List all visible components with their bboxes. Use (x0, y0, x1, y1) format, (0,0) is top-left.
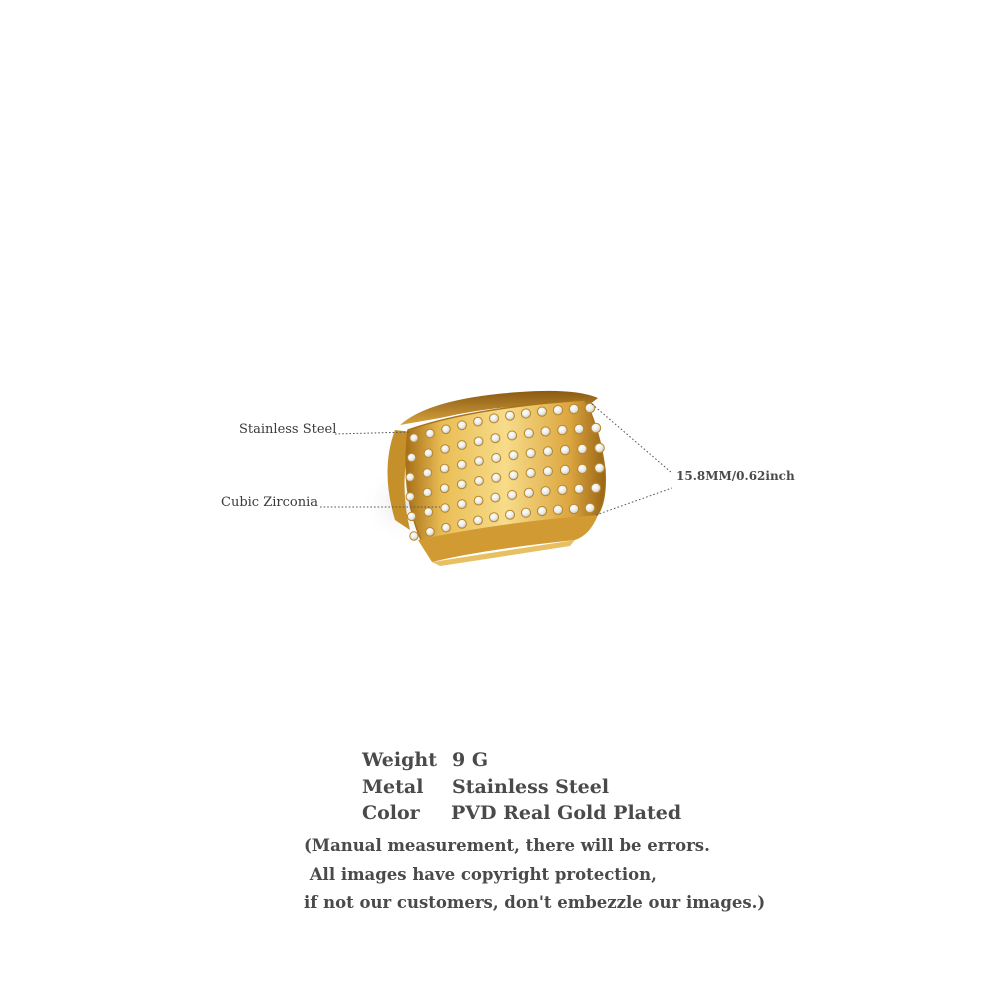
cz-stone (423, 469, 432, 478)
cz-stone (441, 445, 450, 454)
cz-stone (560, 465, 569, 474)
cz-stone (490, 414, 499, 423)
cz-stone (458, 421, 467, 430)
cz-stone (492, 454, 501, 463)
cz-stone (458, 519, 467, 528)
cz-stone (426, 528, 435, 537)
cz-stone (440, 484, 449, 493)
spec-key: Color (362, 802, 420, 825)
cz-stone (424, 449, 433, 458)
cz-stone (591, 423, 601, 433)
cz-stone (474, 516, 483, 525)
cz-stone (509, 471, 518, 480)
cz-stone (524, 488, 533, 497)
cz-stone (441, 504, 450, 513)
callout-stainless-steel: Stainless Steel (239, 422, 337, 437)
cz-stone (560, 445, 569, 454)
cz-stone (543, 467, 552, 476)
note-line: All images have copyright protection, (304, 864, 657, 884)
disclaimer-notes (304, 832, 765, 918)
cz-stone (491, 434, 500, 443)
cz-stone (526, 449, 535, 458)
cz-stone (526, 468, 535, 477)
cz-stone (591, 483, 601, 493)
cz-stone (474, 496, 483, 505)
cz-stone (569, 404, 578, 413)
cz-stone (475, 477, 484, 486)
spec-row-color (362, 800, 681, 827)
spec-value: PVD Real Gold Plated (451, 802, 682, 825)
cz-stone (474, 437, 483, 446)
cz-stone (553, 406, 562, 415)
cz-stone (574, 424, 583, 433)
cz-stone (569, 504, 578, 513)
cz-stone (508, 431, 517, 440)
cz-stone (541, 427, 550, 436)
cz-stone (595, 463, 605, 473)
note-line: (Manual measurement, there will be errors. (304, 836, 710, 855)
cz-stone (407, 453, 415, 461)
cz-stone (574, 484, 583, 493)
cz-stone (474, 417, 483, 426)
cz-stone (506, 411, 515, 420)
cz-stone (521, 508, 530, 517)
spec-key: Weight (362, 749, 437, 772)
dim-line-bottom (596, 488, 672, 515)
cz-stone (553, 505, 562, 514)
cz-stone (490, 513, 499, 522)
note-line: if not our customers, don't embezzle our images.) (304, 893, 766, 912)
cz-stone (410, 434, 418, 442)
spec-table (362, 747, 681, 827)
callout-cubic-zirconia: Cubic Zirconia (221, 495, 319, 510)
cz-stone (424, 508, 433, 517)
cz-stone (475, 457, 484, 466)
spec-key: Metal (362, 775, 424, 798)
callout-width-dimension: 15.8MM/0.62inch (676, 469, 795, 483)
cz-stone (410, 532, 418, 540)
cz-stone (407, 512, 415, 520)
cz-stone (558, 425, 567, 434)
cz-stone (458, 441, 467, 450)
cz-stone (406, 473, 414, 481)
spec-row-metal (362, 774, 681, 801)
cz-stone (458, 500, 467, 509)
cz-stone (506, 510, 515, 519)
cz-stone (595, 443, 605, 453)
cz-stone (541, 487, 550, 496)
cz-stone (492, 473, 501, 482)
cz-stone (457, 460, 466, 469)
cz-stone (406, 493, 414, 501)
cz-stone (537, 407, 546, 416)
cz-stone (457, 480, 466, 489)
cz-stone (509, 451, 518, 460)
spec-row-weight (362, 747, 681, 774)
cz-stone (578, 464, 587, 473)
cz-stone (543, 447, 552, 456)
cz-stone (442, 523, 451, 532)
cz-stone (508, 491, 517, 500)
cz-stone (491, 493, 500, 502)
cz-stone (423, 488, 432, 497)
cz-stone (521, 409, 530, 418)
cz-stone (578, 444, 587, 453)
cz-stone (440, 464, 449, 473)
cz-stone (524, 429, 533, 438)
cz-stone (585, 503, 595, 513)
cz-stone (537, 507, 546, 516)
spec-value: 9 G (452, 749, 489, 772)
cz-stone (442, 425, 451, 434)
cz-stone (558, 485, 567, 494)
cz-stone (426, 429, 435, 438)
spec-value: Stainless Steel (452, 775, 610, 798)
